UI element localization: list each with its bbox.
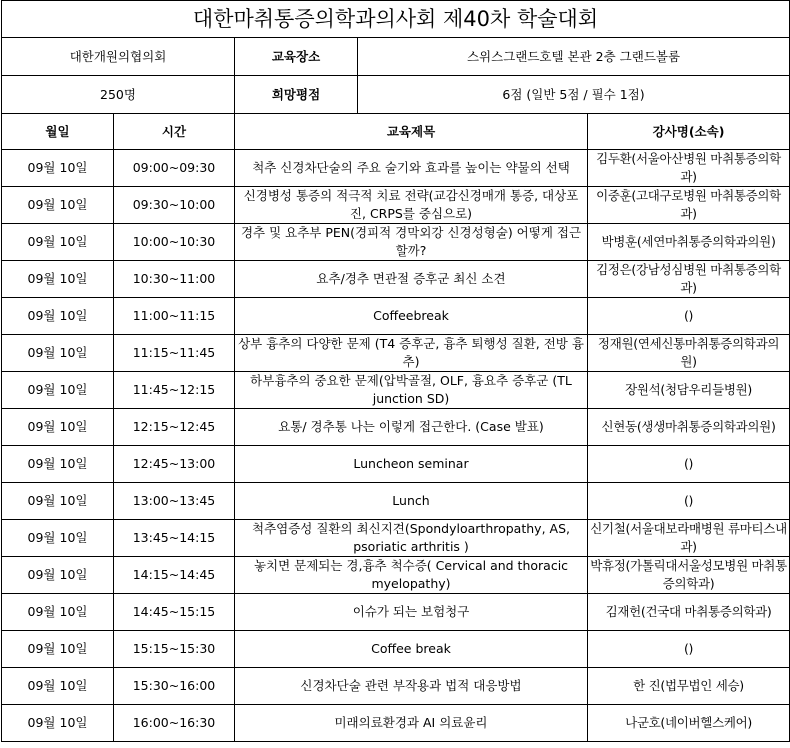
topic-cell: 신경병성 통증의 적극적 치료 전략(교감신경매개 통증, 대상포진, CRPS를 중심으로): [235, 187, 588, 224]
date-cell: 09월 10일: [2, 520, 114, 557]
topic-cell: 상부 흉추의 다양한 문제 (T4 증후군, 흉추 퇴행성 질환, 전방 흉추): [235, 335, 588, 372]
topic-cell: Coffee break: [235, 631, 588, 668]
topic-cell: 척추 신경차단술의 주요 술기와 효과를 높이는 약물의 선택: [235, 150, 588, 187]
speaker-cell: 장원석(청담우리들병원): [588, 372, 790, 409]
topic-cell: 요통/ 경추통 나는 이렇게 접근한다. (Case 발표): [235, 409, 588, 446]
speaker-cell: 김재헌(건국대 마취통증의학과): [588, 594, 790, 631]
time-cell: 13:45~14:15: [114, 520, 235, 557]
date-cell: 09월 10일: [2, 668, 114, 705]
date-cell: 09월 10일: [2, 446, 114, 483]
topic-cell: 하부흉추의 중요한 문제(압박골절, OLF, 흉요추 증후군 (TL junction SD): [235, 372, 588, 409]
date-cell: 09월 10일: [2, 409, 114, 446]
topic-cell: 놓치면 문제되는 경,흉추 척수증( Cervical and thoracic myelopathy): [235, 557, 588, 594]
date-cell: 09월 10일: [2, 261, 114, 298]
topic-cell: Coffeebreak: [235, 298, 588, 335]
speaker-cell: 신현동(생생마취통증의학과의원): [588, 409, 790, 446]
organizer-cell: 대한개원의협의회: [2, 38, 235, 76]
time-cell: 11:45~12:15: [114, 372, 235, 409]
time-cell: 14:15~14:45: [114, 557, 235, 594]
table-row: [2, 372, 790, 409]
speaker-cell: (): [588, 446, 790, 483]
speaker-cell: 김두환(서울아산병원 마취통증의학과): [588, 150, 790, 187]
table-row: [2, 261, 790, 298]
date-cell: 09월 10일: [2, 224, 114, 261]
schedule-table: [1, 0, 790, 742]
table-row: [2, 631, 790, 668]
schedule-sheet: [1, 0, 789, 742]
speaker-cell: (): [588, 483, 790, 520]
date-cell: 09월 10일: [2, 335, 114, 372]
table-row: [2, 335, 790, 372]
time-cell: 11:15~11:45: [114, 335, 235, 372]
topic-cell: Luncheon seminar: [235, 446, 588, 483]
table-row: [2, 520, 790, 557]
time-cell: 11:00~11:15: [114, 298, 235, 335]
topic-cell: 이슈가 되는 보험청구: [235, 594, 588, 631]
table-row: [2, 187, 790, 224]
speaker-cell: (): [588, 631, 790, 668]
venue-value: 스위스그랜드호텔 본관 2층 그랜드볼룸: [358, 38, 790, 76]
time-cell: 12:45~13:00: [114, 446, 235, 483]
topic-cell: 신경차단술 관련 부작용과 법적 대응방법: [235, 668, 588, 705]
speaker-cell: 한 진(법무법인 세승): [588, 668, 790, 705]
header-time: 시간: [114, 114, 235, 150]
header-speaker: 강사명(소속): [588, 114, 790, 150]
table-row: [2, 668, 790, 705]
title-row: [2, 1, 790, 38]
time-cell: 16:00~16:30: [114, 705, 235, 742]
table-row: [2, 298, 790, 335]
date-cell: 09월 10일: [2, 187, 114, 224]
header-date: 월일: [2, 114, 114, 150]
topic-cell: Lunch: [235, 483, 588, 520]
header-row: [2, 114, 790, 150]
date-cell: 09월 10일: [2, 594, 114, 631]
speaker-cell: 정재원(연세신통마취통증의학과의원): [588, 335, 790, 372]
topic-cell: 미래의료환경과 AI 의료윤리: [235, 705, 588, 742]
date-cell: 09월 10일: [2, 372, 114, 409]
time-cell: 15:15~15:30: [114, 631, 235, 668]
speaker-cell: 김정은(강남성심병원 마취통증의학과): [588, 261, 790, 298]
time-cell: 13:00~13:45: [114, 483, 235, 520]
date-cell: 09월 10일: [2, 705, 114, 742]
time-cell: 12:15~12:45: [114, 409, 235, 446]
date-cell: 09월 10일: [2, 150, 114, 187]
speaker-cell: 이중훈(고대구로병원 마취통증의학과): [588, 187, 790, 224]
time-cell: 14:45~15:15: [114, 594, 235, 631]
table-row: [2, 705, 790, 742]
table-row: [2, 557, 790, 594]
speaker-cell: 박병훈(세연마취통증의학과의원): [588, 224, 790, 261]
time-cell: 09:00~09:30: [114, 150, 235, 187]
table-row: [2, 483, 790, 520]
speaker-cell: (): [588, 298, 790, 335]
topic-cell: 경추 및 요추부 PEN(경피적 경막외강 신경성형술) 어떻게 접근할까?: [235, 224, 588, 261]
table-row: [2, 409, 790, 446]
date-cell: 09월 10일: [2, 483, 114, 520]
table-row: [2, 150, 790, 187]
speaker-cell: 박휴정(가톨릭대서울성모병원 마취통증의학과): [588, 557, 790, 594]
time-cell: 10:30~11:00: [114, 261, 235, 298]
info-row-venue: [2, 38, 790, 76]
speaker-cell: 신기철(서울대보라매병원 류마티스내과): [588, 520, 790, 557]
table-row: [2, 594, 790, 631]
credit-value: 6점 (일반 5점 / 필수 1점): [358, 76, 790, 114]
time-cell: 09:30~10:00: [114, 187, 235, 224]
speaker-cell: 나군호(네이버헬스케어): [588, 705, 790, 742]
table-row: [2, 224, 790, 261]
date-cell: 09월 10일: [2, 557, 114, 594]
date-cell: 09월 10일: [2, 631, 114, 668]
time-cell: 10:00~10:30: [114, 224, 235, 261]
topic-cell: 요추/경추 면관절 증후군 최신 소견: [235, 261, 588, 298]
topic-cell: 척추염증성 질환의 최신지견(Spondyloarthropathy, AS, psoriatic arthritis ): [235, 520, 588, 557]
header-topic: 교육제목: [235, 114, 588, 150]
table-row: [2, 446, 790, 483]
venue-label: 교육장소: [235, 38, 358, 76]
time-cell: 15:30~16:00: [114, 668, 235, 705]
credit-label: 희망평점: [235, 76, 358, 114]
capacity-cell: 250명: [2, 76, 235, 114]
page-title: 대한마취통증의학과의사회 제40차 학술대회: [2, 1, 790, 38]
info-row-credit: [2, 76, 790, 114]
date-cell: 09월 10일: [2, 298, 114, 335]
